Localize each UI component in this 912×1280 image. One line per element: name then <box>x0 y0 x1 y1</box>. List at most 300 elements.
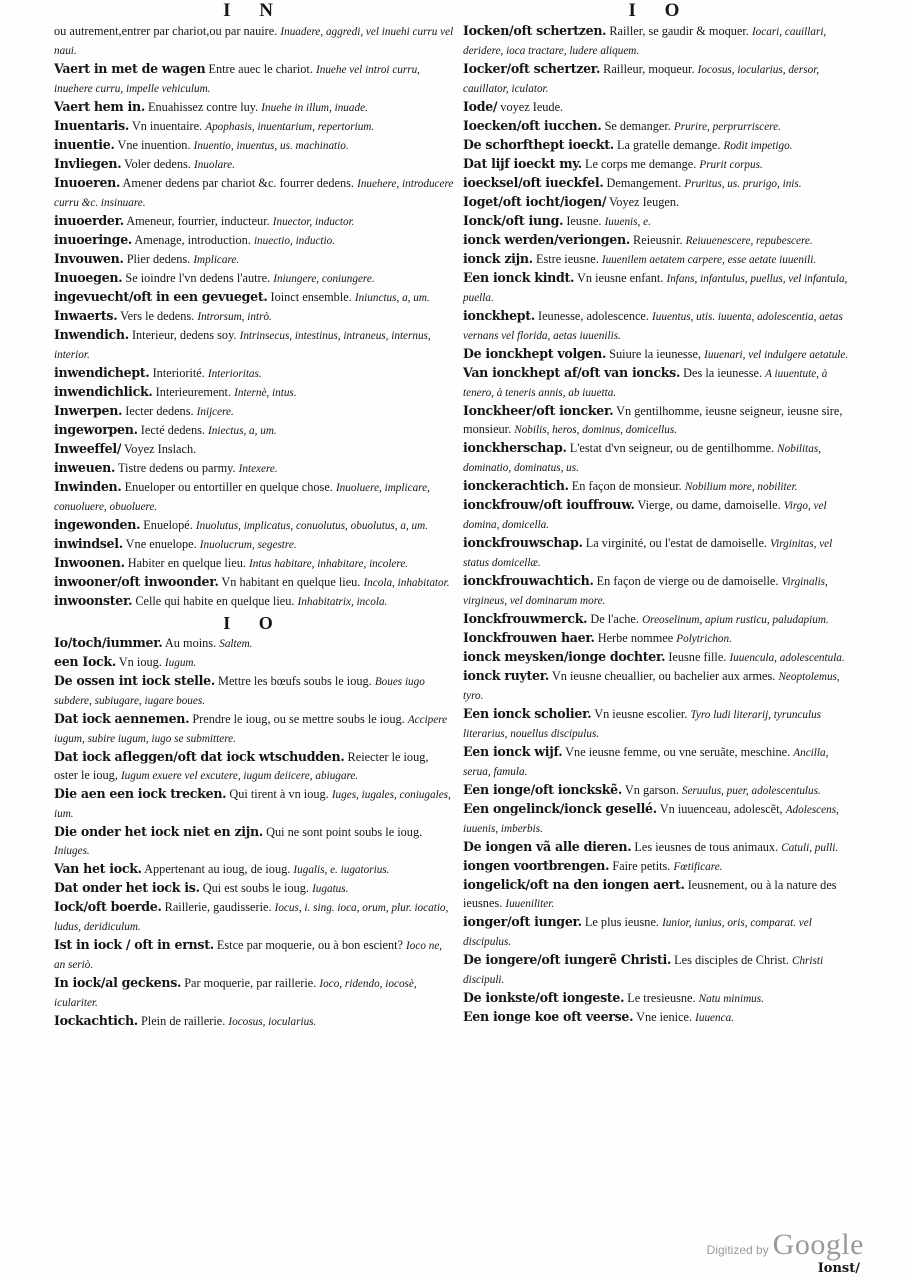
entry-latin-gloss: Tyro ludi literarij, tyrunculus literarius, nouellus discipulus. <box>463 709 822 740</box>
digitized-by-text: Digitized by <box>706 1243 769 1257</box>
entry-headword: Ionckheer/oft ioncker. <box>463 403 614 418</box>
entry-latin-gloss: Inuolare. <box>193 159 235 171</box>
dictionary-entry <box>463 477 857 496</box>
entry-latin-gloss: Inuadere, aggredi, vel inuehi curru vel naui. <box>54 26 454 57</box>
dictionary-entry <box>54 250 454 269</box>
dictionary-entry <box>463 857 857 876</box>
dictionary-entry <box>54 440 454 459</box>
dictionary-entry <box>54 459 454 478</box>
entry-latin-gloss: Prurire, perprurriscere. <box>673 121 781 133</box>
dictionary-entry <box>54 155 454 174</box>
entry-latin-gloss: Iugalis, e. iugatorius. <box>293 864 390 876</box>
entry-headword: Ioget/oft iocht/iogen/ <box>463 194 607 209</box>
entry-french-gloss: Vn ioug. <box>118 655 162 669</box>
entry-latin-gloss: Catuli, pulli. <box>781 842 839 854</box>
entry-headword: inwendichept. <box>54 365 150 380</box>
entry-latin-gloss: Iocosus, iocularius. <box>228 1016 317 1028</box>
dictionary-entry <box>463 951 857 989</box>
entry-headword: Een ionge/oft ionckskẽ. <box>463 782 622 797</box>
entry-french-gloss: Appertenant au ioug, de ioug. <box>144 862 291 876</box>
entry-headword: ionckfrouwachtich. <box>463 573 594 588</box>
entry-french-gloss: Ieusnement, ou à la nature des ieusnes. <box>463 878 837 910</box>
dictionary-entry <box>463 1008 857 1027</box>
entry-french-gloss: Les disciples de Christ. <box>674 953 789 967</box>
entry-latin-gloss: Implicare. <box>193 254 240 266</box>
entry-french-gloss: Ieusne. <box>566 214 602 228</box>
entry-headword: Dat lijf ioeckt my. <box>463 156 582 171</box>
entry-french-gloss: Faire petits. <box>612 859 671 873</box>
entry-french-gloss: Entre auec le chariot. <box>208 62 313 76</box>
entry-headword: De ionkste/oft iongeste. <box>463 990 625 1005</box>
entry-latin-gloss: Ioco, ridendo, iocosè, iculariter. <box>54 978 417 1009</box>
entry-headword: In iock/al geckens. <box>54 975 182 990</box>
dictionary-entry <box>463 989 857 1008</box>
dictionary-entry <box>54 1012 454 1031</box>
dictionary-entry <box>54 383 454 402</box>
entry-headword: Invliegen. <box>54 156 122 171</box>
entry-headword: ionckherschap. <box>463 440 567 455</box>
entry-headword: Invouwen. <box>54 251 124 266</box>
dictionary-entry <box>463 250 857 269</box>
entry-french-gloss: Le tresieusne. <box>627 991 696 1005</box>
entry-headword: Ioecken/oft iucchen. <box>463 118 602 133</box>
entry-french-gloss: Enueloper ou entortiller en quelque chose. <box>124 480 333 494</box>
entry-headword: ionck zijn. <box>463 251 533 266</box>
entry-headword: Dat iock aennemen. <box>54 711 190 726</box>
entry-latin-gloss: Iugatus. <box>312 883 349 895</box>
entry-french-gloss: Reieusnir. <box>633 233 683 247</box>
dictionary-entry <box>463 743 857 781</box>
dictionary-entry <box>54 174 454 212</box>
entry-french-gloss: Raillerie, gaudisserie. <box>164 900 272 914</box>
entry-french-gloss: Interiorité. <box>152 366 205 380</box>
entry-french-gloss: Ioinct ensemble. <box>270 290 352 304</box>
entry-latin-gloss: Nobilis, heros, dominus, domicellus. <box>514 424 677 436</box>
dictionary-entry <box>54 326 454 364</box>
entry-french-gloss: Qui ne sont point soubs le ioug. <box>266 825 423 839</box>
entry-french-gloss: De l'ache. <box>590 612 639 626</box>
entry-latin-gloss: Virginitas, vel status domicellæ. <box>463 538 833 569</box>
dictionary-entry <box>54 936 454 974</box>
entry-french-gloss: Vn iuuenceau, adolescẽt, <box>659 802 783 816</box>
entry-french-gloss: Reiecter le ioug, oster le ioug, <box>54 750 429 782</box>
entry-latin-gloss: Inuector, inductor. <box>272 216 355 228</box>
dictionary-entry <box>463 155 857 174</box>
entry-latin-gloss: Christi discipuli. <box>463 955 824 986</box>
entry-french-gloss: Le corps me demange. <box>584 157 697 171</box>
entry-french-gloss: voyez Ieude. <box>500 100 564 114</box>
dictionary-entry <box>463 117 857 136</box>
entry-french-gloss: Les ieusnes de tous animaux. <box>634 840 779 854</box>
entry-latin-gloss: Polytrichon. <box>676 633 732 645</box>
entry-latin-gloss: Iocosus, iocularius, dersor, cauillator, iculator. <box>463 64 820 95</box>
entry-headword: Inwoonen. <box>54 555 125 570</box>
entry-headword: ionckfrouwschap. <box>463 535 583 550</box>
dictionary-entry <box>463 174 857 193</box>
dictionary-entry <box>463 269 857 307</box>
entry-french-gloss: Vn gentilhomme, ieusne seigneur, ieusne sire, monsieur. <box>463 404 843 436</box>
entry-headword: inuoerder. <box>54 213 124 228</box>
google-logo: Google <box>772 1228 864 1261</box>
dictionary-entry <box>463 439 857 477</box>
entry-headword: De schorfthept ioeckt. <box>463 137 614 152</box>
left-column <box>54 0 454 1031</box>
entry-french-gloss: Herbe nommee <box>597 631 674 645</box>
dictionary-entry <box>463 193 857 212</box>
entry-french-gloss: Qui est soubs le ioug. <box>202 881 309 895</box>
entry-latin-gloss: Inijcere. <box>196 406 234 418</box>
dictionary-entry <box>54 288 454 307</box>
entry-latin-gloss: Incola, inhabitator. <box>363 577 450 589</box>
entry-french-gloss: Celle qui habite en quelque lieu. <box>135 594 295 608</box>
entry-latin-gloss: Reiuuenescere, repubescere. <box>685 235 813 247</box>
dictionary-entry <box>463 22 857 60</box>
entry-latin-gloss: Iocus, i. sing. ioca, orum, plur. iocatio, ludus, deridiculum. <box>54 902 449 933</box>
entry-headword: Ionck/oft iung. <box>463 213 564 228</box>
entry-french-gloss: Estce par moquerie, ou à bon escient? <box>216 938 403 952</box>
entry-latin-gloss: Inuoluere, implicare, conuoluere, obuoluere. <box>54 482 430 513</box>
entry-french-gloss: Vers le dedens. <box>120 309 195 323</box>
entry-headword: De ossen int iock stelle. <box>54 673 215 688</box>
entry-headword: Iode/ <box>463 99 498 114</box>
entry-french-gloss: Se ioindre l'vn dedens l'autre. <box>125 271 271 285</box>
entry-headword: ioecksel/oft iueckfel. <box>463 175 604 190</box>
section-heading-io: I O <box>223 613 285 633</box>
entry-french-gloss: Tistre dedens ou parmy. <box>117 461 236 475</box>
entry-headword: ionckhept. <box>463 308 535 323</box>
entry-latin-gloss: Saltem. <box>219 638 253 650</box>
entry-latin-gloss: Iniectus, a, um. <box>208 425 277 437</box>
dictionary-entry <box>54 748 454 785</box>
dictionary-entry <box>463 402 857 439</box>
entry-headword: Inuoeren. <box>54 175 121 190</box>
dictionary-entry <box>54 402 454 421</box>
entry-headword: ingevuecht/oft in een gevueget. <box>54 289 268 304</box>
entry-french-gloss: Enuelopé. <box>143 518 193 532</box>
entry-headword: ionckerachtich. <box>463 478 569 493</box>
entry-latin-gloss: Neoptolemus, tyro. <box>463 671 840 702</box>
entry-headword: Inwaerts. <box>54 308 118 323</box>
entry-french-gloss: Se demanger. <box>604 119 671 133</box>
entry-latin-gloss: Iniungere, coniungere. <box>273 273 375 285</box>
dictionary-entry <box>54 974 454 1012</box>
dictionary-entry <box>54 823 454 860</box>
entry-headword: Inuoegen. <box>54 270 123 285</box>
dictionary-entry <box>463 838 857 857</box>
entry-latin-gloss: Inuehe in illum, inuade. <box>261 102 368 114</box>
entry-latin-gloss: Virginalis, virgineus, vel dominarum more. <box>463 576 828 607</box>
entry-french-gloss: ou autrement,entrer par chariot,ou par nauire. <box>54 24 278 38</box>
entry-french-gloss: Demangement. <box>606 176 682 190</box>
dictionary-entry <box>463 212 857 231</box>
dictionary-entry <box>54 478 454 516</box>
entry-french-gloss: Voyez Inslach. <box>124 442 197 456</box>
dictionary-entry <box>463 629 857 648</box>
entry-french-gloss: Vne ieusne femme, ou vne seruãte, meschine. <box>565 745 791 759</box>
entry-latin-gloss: Iuuenis, e. <box>604 216 651 228</box>
entry-latin-gloss: Intus habitare, inhabitare, incolere. <box>249 558 409 570</box>
right-running-header: I O <box>628 0 692 21</box>
dictionary-entry <box>54 554 454 573</box>
entry-headword: ingewonden. <box>54 517 141 532</box>
entry-headword: ionck ruyter. <box>463 668 550 683</box>
dictionary-entry <box>54 60 454 98</box>
entry-latin-gloss: Intrinsecus, intestinus, intraneus, internus, interior. <box>54 330 431 361</box>
dictionary-entry <box>463 876 857 913</box>
dictionary-entry <box>54 634 454 653</box>
dictionary-entry <box>463 345 857 364</box>
entry-headword: Dat onder het iock is. <box>54 880 200 895</box>
entry-french-gloss: Voler dedens. <box>124 157 191 171</box>
entry-headword: Ionckfrouwmerck. <box>463 611 588 626</box>
entry-french-gloss: La gratelle demange. <box>616 138 721 152</box>
entry-french-gloss: Ameneur, fourrier, inducteur. <box>126 214 270 228</box>
dictionary-entry <box>54 307 454 326</box>
entry-headword: Inwendich. <box>54 327 129 342</box>
entry-french-gloss: Vn ieusne cheuallier, ou bachelier aux armes. <box>551 669 776 683</box>
entry-headword: ingeworpen. <box>54 422 138 437</box>
entry-french-gloss: L'estat d'vn seigneur, ou de gentilhomme. <box>569 441 775 455</box>
entry-french-gloss: La virginité, ou l'estat de damoiselle. <box>585 536 768 550</box>
entry-latin-gloss: Pruritus, us. prurigo, inis. <box>684 178 802 190</box>
entry-latin-gloss: Infans, infantulus, puellus, vel infantula, puella. <box>463 273 848 304</box>
entry-latin-gloss: Iugum. <box>164 657 197 669</box>
entry-headword: ionckfrouw/oft iouffrouw. <box>463 497 635 512</box>
dictionary-entry <box>54 860 454 879</box>
entry-french-gloss: Habiter en quelque lieu. <box>127 556 246 570</box>
dictionary-entry <box>463 705 857 743</box>
entry-latin-gloss: Iocari, cauillari, deridere, ioca tractare, ludere aliquem. <box>463 26 827 57</box>
entry-latin-gloss: Inuentio, inuentus, us. machinatio. <box>193 140 349 152</box>
entry-latin-gloss: Virgo, vel domina, domicella. <box>463 500 827 531</box>
entry-latin-gloss: Inuolucrum, segestre. <box>199 539 297 551</box>
entry-latin-gloss: Iugum exuere vel excutere, iugum deiicere, abiugare. <box>120 770 359 782</box>
dictionary-entry <box>463 913 857 951</box>
entry-headword: inwendichlick. <box>54 384 153 399</box>
entry-headword: iongelick/oft na den iongen aert. <box>463 877 685 892</box>
entry-latin-gloss: Oreoselinum, apium rusticu, paludapium. <box>642 614 829 626</box>
entry-french-gloss: Vne enuelope. <box>125 537 197 551</box>
entry-headword: inwooner/oft inwoonder. <box>54 574 219 589</box>
entry-headword: Iocken/oft schertzen. <box>463 23 607 38</box>
entry-french-gloss: Vne inuention. <box>117 138 191 152</box>
dictionary-entry <box>54 535 454 554</box>
entry-french-gloss: Vn habitant en quelque lieu. <box>221 575 361 589</box>
entry-headword: Een ionck scholier. <box>463 706 592 721</box>
entry-headword: inweuen. <box>54 460 116 475</box>
dictionary-entry <box>54 421 454 440</box>
entry-french-gloss: Le plus ieusne. <box>584 915 659 929</box>
entry-latin-gloss: Ioco ne, an seriò. <box>54 940 443 971</box>
entry-latin-gloss: Introrsum, intrò. <box>197 311 272 323</box>
entry-headword: Ist in iock / oft in ernst. <box>54 937 214 952</box>
dictionary-entry <box>54 212 454 231</box>
entry-headword: Ionckfrouwen haer. <box>463 630 595 645</box>
dictionary-entry <box>463 136 857 155</box>
entry-latin-gloss: Fœtificare. <box>673 861 723 873</box>
entry-french-gloss: En façon de vierge ou de damoiselle. <box>596 574 779 588</box>
entry-french-gloss: Amener dedens par chariot &c. fourrer dedens. <box>122 176 355 190</box>
dictionary-entry <box>54 516 454 535</box>
entry-headword: Inwerpen. <box>54 403 123 418</box>
entry-latin-gloss: Inhabitatrix, incola. <box>297 596 388 608</box>
dictionary-entry <box>54 898 454 936</box>
entry-french-gloss: Au moins. <box>164 636 217 650</box>
dictionary-entry <box>463 231 857 250</box>
entry-headword: inwindsel. <box>54 536 123 551</box>
dictionary-entry <box>463 800 857 838</box>
entry-french-gloss: Plein de raillerie. <box>140 1014 226 1028</box>
entry-headword: De iongere/oft iungerẽ Christi. <box>463 952 672 967</box>
entry-headword: iongen voortbrengen. <box>463 858 610 873</box>
entry-headword: Een ionck kindt. <box>463 270 575 285</box>
dictionary-entry <box>54 672 454 710</box>
entry-latin-gloss: Nobilitas, dominatio, dominatus, us. <box>463 443 821 474</box>
entry-latin-gloss: Prurit corpus. <box>699 159 763 171</box>
dictionary-entry <box>54 592 454 611</box>
entry-headword: Vaert hem in. <box>54 99 145 114</box>
left-running-header: I N <box>223 0 285 21</box>
entry-headword: inuentie. <box>54 137 115 152</box>
left-entry-list <box>54 22 454 611</box>
entry-french-gloss: Iecté dedens. <box>140 423 205 437</box>
entry-french-gloss: Ieunesse, adolescence. <box>538 309 649 323</box>
entry-french-gloss: Vn ieusne escolier. <box>594 707 688 721</box>
entry-french-gloss: Des la ieunesse. <box>683 366 763 380</box>
entry-french-gloss: Railleur, moqueur. <box>603 62 695 76</box>
entry-latin-gloss: Nobilium more, nobiliter. <box>684 481 798 493</box>
right-column <box>463 0 857 1027</box>
entry-latin-gloss: Iuuencula, adolescentula. <box>729 652 845 664</box>
entry-latin-gloss: Boues iugo subdere, subiugare, iugare boues. <box>54 676 425 707</box>
entry-headword: Vaert in met de wagen <box>54 61 206 76</box>
entry-latin-gloss: inuectio, inductio. <box>253 235 336 247</box>
entry-latin-gloss: Accipere iugum, subire iugum, iugo se submittere. <box>54 714 448 745</box>
entry-french-gloss: Voyez Ieugen. <box>609 195 680 209</box>
dictionary-entry <box>463 648 857 667</box>
entry-headword: ionger/oft iunger. <box>463 914 582 929</box>
entry-latin-gloss: Interioritas. <box>207 368 262 380</box>
entry-headword: Iock/oft boerde. <box>54 899 162 914</box>
entry-headword: Een ionge koe oft veerse. <box>463 1009 634 1024</box>
entry-french-gloss: Interieurement. <box>155 385 232 399</box>
dictionary-entry <box>54 710 454 748</box>
entry-latin-gloss: Iuuenca. <box>695 1012 734 1024</box>
entry-headword: Van ionckhept af/oft van ioncks. <box>463 365 681 380</box>
entry-latin-gloss: Iniunctus, a, um. <box>354 292 430 304</box>
dictionary-entry <box>463 534 857 572</box>
dictionary-entry <box>54 653 454 672</box>
entry-french-gloss: Iecter dedens. <box>125 404 194 418</box>
entry-latin-gloss: Seruulus, puer, adolescentulus. <box>681 785 821 797</box>
entry-french-gloss: Vn inuentaire. <box>131 119 203 133</box>
entry-french-gloss: Plier dedens. <box>126 252 191 266</box>
entry-headword: Een ongelinck/ionck gesellé. <box>463 801 657 816</box>
entry-french-gloss: Vierge, ou dame, damoiselle. <box>637 498 781 512</box>
entry-headword: ionck meysken/ionge dochter. <box>463 649 666 664</box>
entry-french-gloss: Enuahissez contre luy. <box>148 100 259 114</box>
entry-latin-gloss: Apophasis, inuentarium, repertorium. <box>205 121 375 133</box>
entry-latin-gloss: Iuges, iugales, coniugales, ium. <box>54 789 451 820</box>
entry-latin-gloss: Intexere. <box>238 463 278 475</box>
catchword: Ionst/ <box>817 1261 860 1276</box>
dictionary-entry <box>54 98 454 117</box>
entry-headword: Een ionck wijf. <box>463 744 563 759</box>
dictionary-entry <box>463 98 857 117</box>
dictionary-entry <box>463 364 857 402</box>
entry-headword: Dat iock afleggen/oft dat iock wtschudden. <box>54 749 345 764</box>
dictionary-entry <box>54 364 454 383</box>
entry-french-gloss: Interieur, dedens soy. <box>131 328 237 342</box>
entry-headword: inwoonster. <box>54 593 133 608</box>
entry-headword: ionck werden/veriongen. <box>463 232 630 247</box>
entry-latin-gloss: Iuuenari, vel indulgere aetatule. <box>704 349 849 361</box>
dictionary-entry <box>54 269 454 288</box>
entry-latin-gloss: Inuehe vel introi curru, inuehere curru, impelle vehiculum. <box>54 64 420 95</box>
entry-headword: een Iock. <box>54 654 116 669</box>
entry-latin-gloss: Ancilla, serua, famula. <box>463 747 829 778</box>
entry-headword: Inuentaris. <box>54 118 129 133</box>
entry-french-gloss: Ieusne fille. <box>668 650 727 664</box>
entry-headword: De ionckhept volgen. <box>463 346 607 361</box>
entry-latin-gloss: Rodit impetigo. <box>723 140 793 152</box>
entry-headword: Io/toch/iummer. <box>54 635 163 650</box>
entry-french-gloss: Suiure la ieunesse, <box>609 347 702 361</box>
entry-latin-gloss: Inuolutus, implicatus, conuolutus, obuolutus, a, um. <box>195 520 429 532</box>
entry-french-gloss: Prendre le ioug, ou se mettre soubs le ioug. <box>192 712 405 726</box>
entry-latin-gloss: Iuuenilem aetatem carpere, esse aetate iuuenili. <box>601 254 817 266</box>
dictionary-entry <box>463 667 857 705</box>
entry-french-gloss: Railler, se gaudir & moquer. <box>609 24 749 38</box>
dictionary-entry <box>54 231 454 250</box>
entry-headword: Inweeffel/ <box>54 441 122 456</box>
entry-headword: Die aen een iock trecken. <box>54 786 227 801</box>
entry-french-gloss: Estre ieusne. <box>535 252 599 266</box>
digitized-by-google-watermark <box>707 1228 864 1262</box>
entry-latin-gloss: A iuuentute, à tenero, à teneris annis, ab iuuetta. <box>463 368 828 399</box>
dictionary-entry <box>463 572 857 610</box>
entry-french-gloss: Vn ieusne enfant. <box>577 271 664 285</box>
dictionary-entry <box>463 610 857 629</box>
entry-french-gloss: Mettre les bœufs soubs le ioug. <box>218 674 372 688</box>
dictionary-entry <box>54 117 454 136</box>
entry-headword: inuoeringe. <box>54 232 132 247</box>
dictionary-entry <box>463 307 857 345</box>
dictionary-entry <box>463 496 857 534</box>
entry-latin-gloss: Iniuges. <box>54 845 90 857</box>
dictionary-entry <box>463 60 857 98</box>
dictionary-entry <box>54 879 454 898</box>
entry-headword: Iockachtich. <box>54 1013 138 1028</box>
right-entry-list <box>463 22 857 1027</box>
left-entry-list-io <box>54 634 454 1031</box>
dictionary-entry <box>54 136 454 155</box>
dictionary-entry <box>54 785 454 823</box>
entry-french-gloss: Vn garson. <box>624 783 679 797</box>
entry-latin-gloss: Iuuentus, utis. iuuenta, adolescentia, aetas vernans vel florida, aetas iuuenilis. <box>463 311 843 342</box>
entry-headword: Iocker/oft schertzer. <box>463 61 601 76</box>
entry-headword: Inwinden. <box>54 479 122 494</box>
entry-french-gloss: Amenage, introduction. <box>134 233 251 247</box>
entry-french-gloss: Vne ienice. <box>636 1010 693 1024</box>
dictionary-entry <box>54 573 454 592</box>
entry-french-gloss: En façon de monsieur. <box>571 479 682 493</box>
entry-latin-gloss: Internè, intus. <box>234 387 297 399</box>
entry-latin-gloss: Iuueniliter. <box>505 898 555 910</box>
dictionary-entry <box>463 781 857 800</box>
entry-headword: De iongen vã alle dieren. <box>463 839 632 854</box>
entry-french-gloss: Par moquerie, par raillerie. <box>184 976 317 990</box>
